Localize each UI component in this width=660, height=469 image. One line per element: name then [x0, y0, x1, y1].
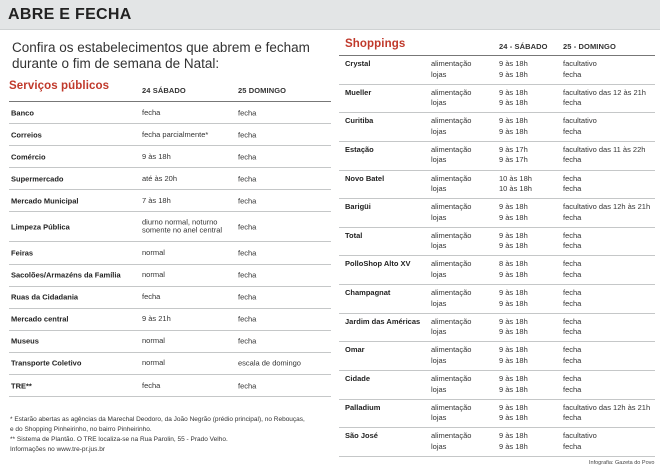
category-labels: [431, 202, 471, 223]
row-sat-value: 9 às 21h: [142, 314, 171, 324]
sunday-hours-line: fecha: [563, 441, 582, 451]
table-row: [339, 371, 655, 400]
table-row: [339, 428, 655, 457]
row-name: Comércio: [11, 152, 46, 162]
servicos-col-sun: 25 DOMINGO: [238, 86, 287, 95]
category-labels-line: alimentação: [431, 259, 472, 269]
row-sun-value: fecha: [238, 314, 257, 324]
row-sat-value: normal: [142, 358, 165, 368]
sunday-hours-line: fecha: [563, 374, 582, 384]
servicos-publicos-table: [9, 78, 331, 397]
table-row: [339, 285, 655, 314]
saturday-hours: [499, 145, 528, 166]
shopping-name: São José: [345, 431, 378, 441]
shopping-name: Total: [345, 230, 363, 240]
row-sun-value: fecha: [238, 381, 257, 391]
saturday-hours-line: 9 às 18h: [499, 241, 528, 251]
row-sat-value: fecha: [142, 380, 161, 390]
row-sat-value: normal: [142, 269, 165, 279]
row-sun-value: fecha: [238, 222, 257, 232]
category-labels-line: lojas: [431, 184, 447, 194]
sunday-hours-line: fecha: [563, 69, 582, 79]
sunday-hours-line: fecha: [563, 288, 582, 298]
sunday-hours: [563, 145, 645, 166]
shoppings-rows: [339, 56, 655, 457]
saturday-hours-line: 10 às 18h: [499, 184, 532, 194]
sunday-hours: [563, 403, 650, 424]
page-title: ABRE E FECHA: [8, 6, 132, 23]
saturday-hours-line: 9 às 18h: [499, 59, 528, 68]
table-row: [339, 342, 655, 371]
table-row: [339, 256, 655, 285]
saturday-hours-line: 9 às 17h: [499, 144, 528, 154]
shopping-name: Curitiba: [345, 116, 374, 126]
saturday-hours: [499, 259, 528, 280]
row-sat-value: diurno normal, noturno somente no anel central: [142, 217, 223, 235]
credit-text: Infografia: Gazeta do Povo: [589, 460, 655, 466]
category-labels-line: alimentação: [431, 345, 472, 355]
servicos-title: Serviços públicos: [9, 80, 110, 92]
row-name: TRE**: [11, 381, 32, 391]
table-row: [339, 171, 655, 200]
table-row: [9, 331, 331, 353]
saturday-hours-line: 9 às 18h: [499, 126, 528, 136]
sunday-hours-line: fecha: [563, 173, 582, 183]
row-sun-value: fecha: [238, 108, 257, 118]
row-name: Supermercado: [11, 174, 64, 184]
sunday-hours-line: fecha: [563, 316, 582, 326]
row-sat-value: fecha: [142, 291, 161, 301]
sunday-hours-line: fecha: [563, 345, 582, 355]
saturday-hours: [499, 59, 528, 80]
category-labels-line: lojas: [431, 441, 447, 451]
sunday-hours-line: fecha: [563, 355, 582, 365]
table-row: [9, 242, 331, 264]
saturday-hours-line: 9 às 18h: [499, 116, 528, 126]
category-labels-line: lojas: [431, 384, 447, 394]
table-row: [9, 102, 331, 124]
saturday-hours: [499, 431, 528, 452]
table-row: [9, 168, 331, 190]
category-labels-line: alimentação: [431, 431, 472, 441]
sunday-hours-line: fecha: [563, 259, 582, 269]
sunday-hours: [563, 116, 597, 137]
row-sun-value: fecha: [238, 130, 257, 140]
saturday-hours-line: 9 às 18h: [499, 413, 528, 423]
sunday-hours-line: facultativo das 12h às 21h: [563, 202, 651, 212]
category-labels: [431, 116, 471, 137]
sunday-hours-line: fecha: [563, 241, 582, 251]
category-labels-line: alimentação: [431, 144, 472, 154]
sunday-hours-line: fecha: [563, 298, 582, 308]
table-row: [9, 353, 331, 375]
sunday-hours: [563, 59, 597, 80]
category-labels-line: alimentação: [431, 87, 472, 97]
category-labels: [431, 431, 471, 452]
category-labels-line: lojas: [431, 69, 447, 79]
row-sun-value: fecha: [238, 248, 257, 258]
category-labels-line: alimentação: [431, 316, 472, 326]
saturday-hours: [499, 231, 528, 252]
category-labels-line: lojas: [431, 413, 447, 423]
saturday-hours: [499, 202, 528, 223]
intro-text: Confira os estabelecimentos que abrem e fecham durante o fim de semana de Natal:: [12, 40, 310, 71]
saturday-hours-line: 9 às 18h: [499, 384, 528, 394]
shopping-name: Jardim das Américas: [345, 316, 421, 326]
saturday-hours-line: 9 às 18h: [499, 374, 528, 384]
saturday-hours-line: 9 às 18h: [499, 98, 528, 108]
row-sun-value: fecha: [238, 196, 257, 206]
category-labels-line: alimentação: [431, 59, 472, 68]
row-name: Banco: [11, 108, 34, 118]
sunday-hours-line: facultativo das 12 às 21h: [563, 87, 646, 97]
row-name: Mercado central: [11, 314, 69, 324]
saturday-hours: [499, 403, 528, 424]
servicos-rows: [9, 102, 331, 397]
saturday-hours-line: 9 às 18h: [499, 327, 528, 337]
saturday-hours: [499, 288, 528, 309]
category-labels-line: alimentação: [431, 374, 472, 384]
category-labels-line: lojas: [431, 327, 447, 337]
row-name: Limpeza Pública: [11, 222, 70, 232]
category-labels-line: alimentação: [431, 202, 472, 212]
row-sun-value: fecha: [238, 336, 257, 346]
table-row: [9, 287, 331, 309]
header-bar: [0, 0, 660, 30]
category-labels: [431, 374, 471, 395]
saturday-hours-line: 9 às 18h: [499, 69, 528, 79]
table-row: [9, 124, 331, 146]
saturday-hours-line: 9 às 18h: [499, 402, 528, 412]
sunday-hours-line: facultativo das 12h às 21h: [563, 402, 651, 412]
category-labels: [431, 288, 471, 309]
saturday-hours-line: 9 às 18h: [499, 230, 528, 240]
sunday-hours-line: fecha: [563, 155, 582, 165]
table-row: [9, 265, 331, 287]
sunday-hours: [563, 259, 581, 280]
saturday-hours-line: 9 às 18h: [499, 212, 528, 222]
shopping-name: Crystal: [345, 59, 371, 68]
sunday-hours: [563, 174, 581, 195]
row-sat-value: até às 20h: [142, 173, 178, 183]
category-labels: [431, 403, 471, 424]
category-labels-line: alimentação: [431, 288, 472, 298]
row-sat-value: normal: [142, 247, 165, 257]
saturday-hours: [499, 88, 528, 109]
table-row: [339, 113, 655, 142]
table-row: [339, 142, 655, 171]
footnote-line: * Estarão abertas as agências da Marechal Deodoro, da João Negrão (prédio principal), no Rebouças,: [10, 416, 305, 423]
row-sat-value: fecha parcialmente*: [142, 129, 209, 139]
sunday-hours: [563, 88, 646, 109]
category-labels-line: alimentação: [431, 173, 472, 183]
saturday-hours-line: 9 às 17h: [499, 155, 528, 165]
row-sun-value: fecha: [238, 152, 257, 162]
saturday-hours: [499, 174, 532, 195]
shoppings-col-sun: 25 - DOMINGO: [563, 42, 616, 51]
table-row: [339, 314, 655, 343]
row-name: Correios: [11, 130, 42, 140]
row-sat-value: fecha: [142, 107, 161, 117]
category-labels: [431, 59, 471, 80]
category-labels: [431, 345, 471, 366]
shopping-name: Champagnat: [345, 288, 391, 298]
saturday-hours-line: 8 às 18h: [499, 259, 528, 269]
sunday-hours: [563, 345, 581, 366]
saturday-hours-line: 9 às 18h: [499, 345, 528, 355]
category-labels: [431, 259, 471, 280]
category-labels: [431, 231, 471, 252]
category-labels: [431, 88, 471, 109]
sunday-hours-line: fecha: [563, 126, 582, 136]
saturday-hours-line: 9 às 18h: [499, 269, 528, 279]
shopping-name: Cidade: [345, 374, 371, 384]
sunday-hours: [563, 288, 581, 309]
saturday-hours-line: 10 às 18h: [499, 173, 532, 183]
shopping-name: Novo Batel: [345, 173, 385, 183]
row-sat-value: 9 às 18h: [142, 151, 171, 161]
table-row: [9, 309, 331, 331]
sunday-hours-line: facultativo das 11 às 22h: [563, 144, 646, 154]
saturday-hours-line: 9 às 18h: [499, 298, 528, 308]
sunday-hours-line: fecha: [563, 98, 582, 108]
row-name: Sacolões/Armazéns da Família: [11, 270, 121, 280]
sunday-hours-line: facultativo: [563, 116, 597, 126]
row-sun-value: fecha: [238, 270, 257, 280]
sunday-hours: [563, 374, 581, 395]
row-name: Ruas da Cidadania: [11, 292, 79, 302]
saturday-hours: [499, 345, 528, 366]
table-row: [339, 400, 655, 429]
saturday-hours-line: 9 às 18h: [499, 316, 528, 326]
footnote-line: ** Sistema de Plantão. O TRE localiza-se na Rua Parolin, 55 - Prado Velho.: [10, 436, 228, 443]
category-labels-line: alimentação: [431, 116, 472, 126]
sunday-hours-line: fecha: [563, 269, 582, 279]
sunday-hours-line: facultativo: [563, 431, 597, 441]
row-sun-value: fecha: [238, 174, 257, 184]
saturday-hours-line: 9 às 18h: [499, 288, 528, 298]
category-labels-line: lojas: [431, 241, 447, 251]
row-sun-value: escala de domingo: [238, 358, 301, 368]
saturday-hours: [499, 374, 528, 395]
sunday-hours-line: fecha: [563, 327, 582, 337]
shoppings-title: Shoppings: [345, 38, 406, 50]
category-labels: [431, 317, 471, 338]
row-sat-value: normal: [142, 336, 165, 346]
shoppings-header-row: [339, 35, 655, 56]
category-labels-line: lojas: [431, 98, 447, 108]
table-row: [9, 146, 331, 168]
saturday-hours-line: 9 às 18h: [499, 355, 528, 365]
sunday-hours-line: fecha: [563, 413, 582, 423]
table-row: [9, 375, 331, 397]
saturday-hours: [499, 317, 528, 338]
table-row: [9, 190, 331, 212]
shopping-name: PolloShop Alto XV: [345, 259, 411, 269]
table-row: [339, 85, 655, 114]
sunday-hours: [563, 431, 597, 452]
shopping-name: Barigüi: [345, 202, 371, 212]
sunday-hours-line: fecha: [563, 212, 582, 222]
category-labels-line: lojas: [431, 155, 447, 165]
saturday-hours: [499, 116, 528, 137]
saturday-hours-line: 9 às 18h: [499, 441, 528, 451]
table-row: [9, 212, 331, 242]
footnotes: [10, 415, 332, 455]
category-labels-line: lojas: [431, 298, 447, 308]
shopping-name: Palladium: [345, 402, 381, 412]
sunday-hours-line: fecha: [563, 384, 582, 394]
category-labels: [431, 145, 471, 166]
shopping-name: Omar: [345, 345, 365, 355]
row-sat-value: 7 às 18h: [142, 195, 171, 205]
sunday-hours-line: fecha: [563, 230, 582, 240]
table-row: [339, 56, 655, 85]
shoppings-col-sat: 24 - SÁBADO: [499, 42, 548, 51]
sunday-hours: [563, 231, 581, 252]
footnote-line: Informações no www.tre-pr.jus.br: [10, 446, 106, 453]
category-labels: [431, 174, 471, 195]
saturday-hours-line: 9 às 18h: [499, 431, 528, 441]
shoppings-table: [339, 35, 655, 457]
saturday-hours-line: 9 às 18h: [499, 202, 528, 212]
footnote-line: e do Shopping Pinheirinho, no bairro Pinheirinho.: [10, 426, 152, 433]
sunday-hours: [563, 317, 581, 338]
saturday-hours-line: 9 às 18h: [499, 87, 528, 97]
category-labels-line: lojas: [431, 269, 447, 279]
servicos-col-sat: 24 SÁBADO: [142, 86, 186, 95]
row-name: Museus: [11, 336, 39, 346]
shopping-name: Mueller: [345, 87, 372, 97]
table-row: [339, 228, 655, 257]
category-labels-line: alimentação: [431, 402, 472, 412]
category-labels-line: alimentação: [431, 230, 472, 240]
sunday-hours-line: facultativo: [563, 59, 597, 68]
row-name: Feiras: [11, 248, 34, 258]
sunday-hours-line: fecha: [563, 184, 582, 194]
sunday-hours: [563, 202, 650, 223]
table-row: [339, 199, 655, 228]
category-labels-line: lojas: [431, 355, 447, 365]
shopping-name: Estação: [345, 144, 374, 154]
row-name: Mercado Municipal: [11, 196, 79, 206]
row-name: Transporte Coletivo: [11, 358, 82, 368]
servicos-header-row: [9, 78, 331, 102]
row-sun-value: fecha: [238, 292, 257, 302]
category-labels-line: lojas: [431, 126, 447, 136]
category-labels-line: lojas: [431, 212, 447, 222]
